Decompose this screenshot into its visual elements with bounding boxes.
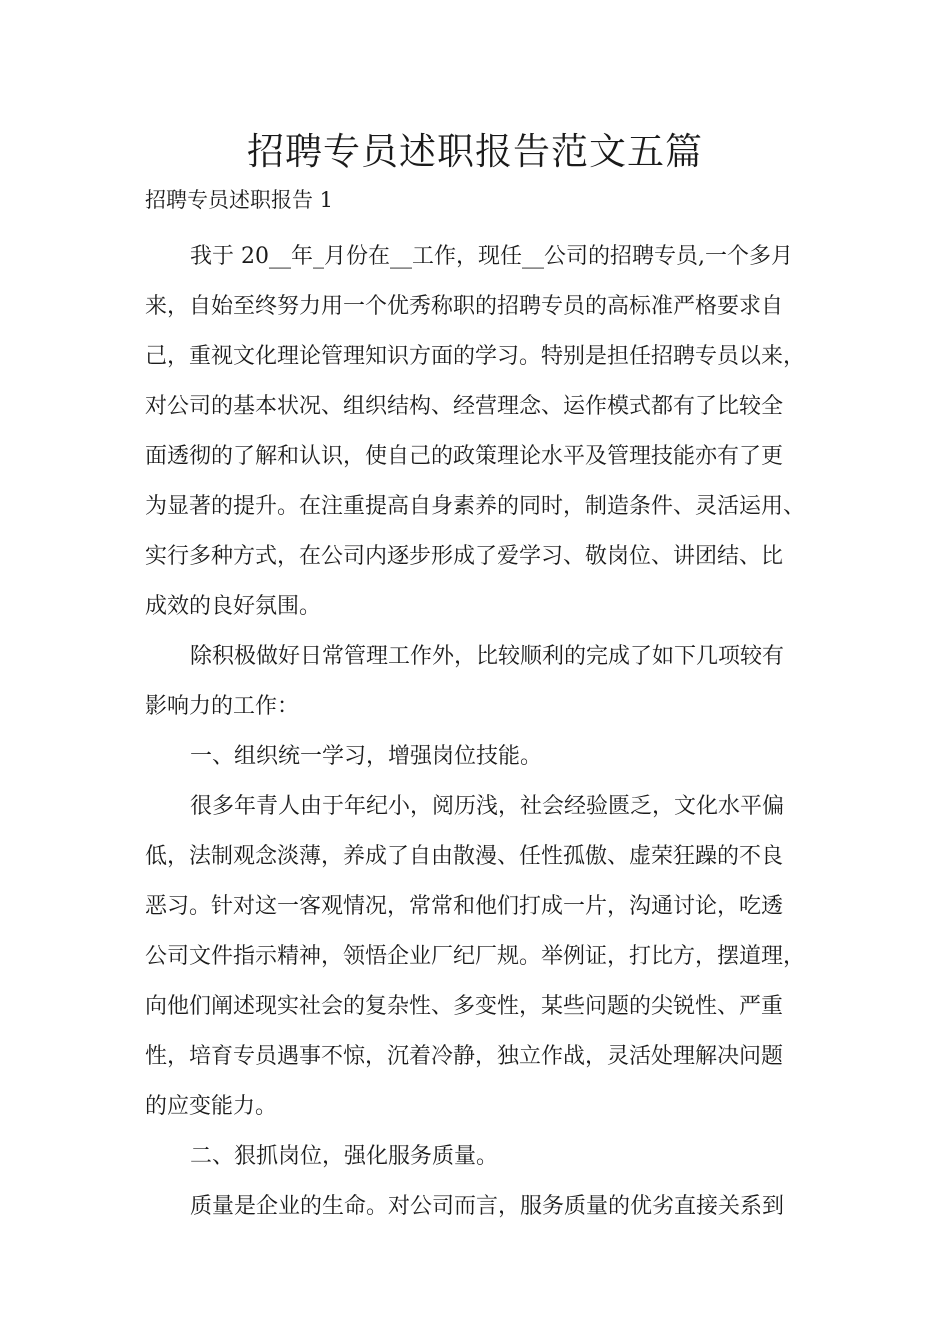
paragraph-line: 实行多种方式，在公司内逐步形成了爱学习、敬岗位、讲团结、比	[145, 544, 784, 569]
paragraph	[145, 632, 825, 732]
document-body	[145, 232, 825, 1232]
paragraph-line: 除积极做好日常管理工作外，比较顺利的完成了如下几项较有	[190, 644, 785, 669]
paragraph-line: 很多年青人由于年纪小，阅历浅，社会经验匮乏，文化水平偏	[190, 794, 785, 819]
paragraph-line: 成效的良好氛围。	[145, 594, 322, 619]
paragraph-line: 低，法制观念淡薄，养成了自由散漫、任性孤傲、虚荣狂躁的不良	[145, 844, 784, 869]
paragraph-line: 公司文件指示精神，领悟企业厂纪厂规。举例证，打比方，摆道理，	[145, 944, 806, 969]
paragraph	[145, 1132, 825, 1182]
paragraph	[145, 732, 825, 782]
paragraph	[145, 232, 825, 632]
paragraph-line: 影响力的工作：	[145, 694, 300, 719]
paragraph-line: 性，培育专员遇事不惊，沉着冷静，独立作战，灵活处理解决问题	[145, 1044, 784, 1069]
report-subtitle: 招聘专员述职报告 1	[145, 188, 334, 212]
paragraph-line: 向他们阐述现实社会的复杂性、多变性，某些问题的尖锐性、严重	[145, 994, 784, 1019]
paragraph-line: 的应变能力。	[145, 1094, 278, 1119]
document-title: 招聘专员述职报告范文五篇	[247, 130, 703, 173]
paragraph-line: 己，重视文化理论管理知识方面的学习。特别是担任招聘专员以来，	[145, 344, 806, 369]
paragraph-line: 一、组织统一学习，增强岗位技能。	[190, 744, 543, 769]
paragraph-line: 来，自始至终努力用一个优秀称职的招聘专员的高标准严格要求自	[145, 294, 784, 319]
paragraph	[145, 1182, 825, 1232]
paragraph-line: 对公司的基本状况、组织结构、经营理念、运作模式都有了比较全	[145, 394, 784, 419]
paragraph-line: 恶习。针对这一客观情况，常常和他们打成一片，沟通讨论，吃透	[145, 894, 784, 919]
paragraph-line: 二、狠抓岗位，强化服务质量。	[190, 1144, 499, 1169]
paragraph-line: 质量是企业的生命。对公司而言，服务质量的优劣直接关系到	[190, 1194, 785, 1219]
paragraph-line: 面透彻的了解和认识，使自己的政策理论水平及管理技能亦有了更	[145, 444, 784, 469]
paragraph-line: 我于 20__年_月份在__工作，现任__公司的招聘专员,一个多月	[190, 244, 793, 269]
paragraph-line: 为显著的提升。在注重提高自身素养的同时，制造条件、灵活运用、	[145, 494, 806, 519]
paragraph	[145, 782, 825, 1132]
